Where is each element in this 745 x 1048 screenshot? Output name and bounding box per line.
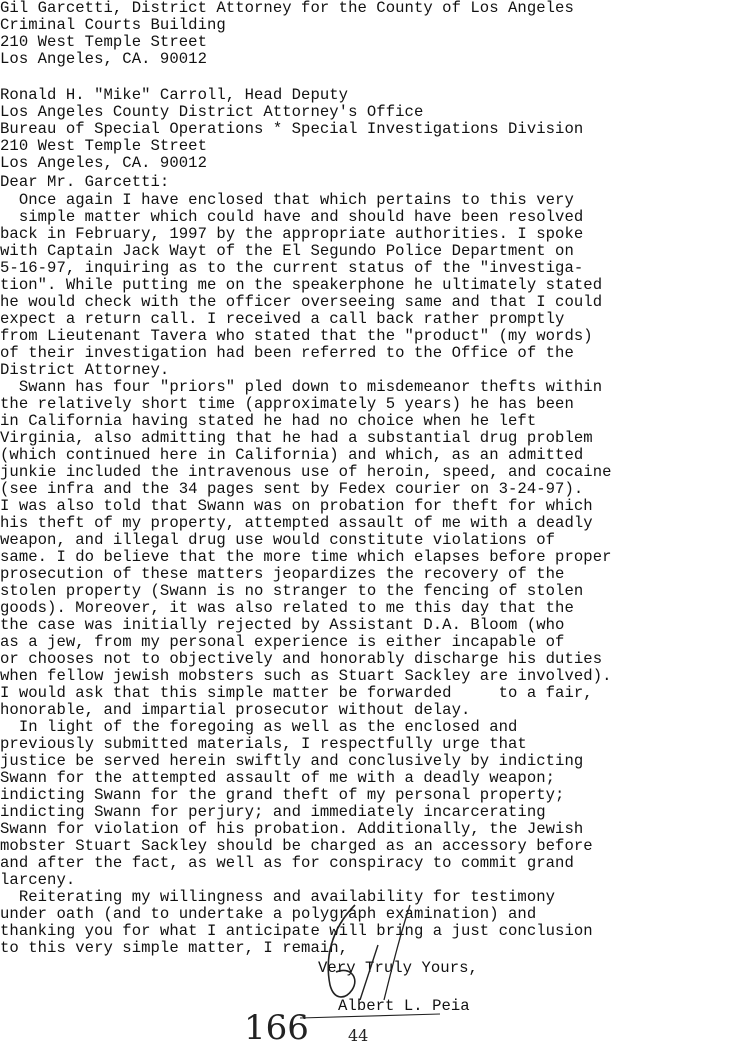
body-line: his theft of my property, attempted assault of me with a deadly	[0, 514, 593, 532]
body-line: thanking you for what I anticipate will bring a just conclusion	[0, 922, 593, 940]
body-line: larceny.	[0, 871, 76, 889]
body-line: under oath (and to undertake a polygraph examination) and	[0, 905, 537, 923]
cc-line: Bureau of Special Operations * Special Investigations Division	[0, 120, 584, 138]
addressee-line: Los Angeles, CA. 90012	[0, 50, 207, 68]
body-line: weapon, and illegal drug use would constitute violations of	[0, 531, 556, 549]
body-line: and after the fact, as well as for conspiracy to commit grand	[0, 854, 574, 872]
signer-name: Albert L. Peia	[338, 997, 470, 1015]
cc-line: 210 West Temple Street	[0, 137, 207, 155]
body-line: (see infra and the 34 pages sent by Fedex courier on 3-24-97).	[0, 480, 584, 498]
body-line: indicting Swann for perjury; and immediately incarcerating	[0, 803, 546, 821]
body-line: junkie included the intravenous use of heroin, speed, and cocaine	[0, 463, 612, 481]
body-line: Swann for the attempted assault of me with a deadly weapon;	[0, 769, 556, 787]
addressee-line: Criminal Courts Building	[0, 16, 226, 34]
addressee-line: Gil Garcetti, District Attorney for the County of Los Angeles	[0, 0, 574, 17]
body-line: goods). Moreover, it was also related to me this day that the	[0, 599, 574, 617]
body-line: stolen property (Swann is no stranger to the fencing of stolen	[0, 582, 584, 600]
body-line: 5-16-97, inquiring as to the current status of the "investiga-	[0, 259, 584, 277]
handwritten-note: 44	[348, 1026, 369, 1045]
body-line: back in February, 1997 by the appropriate authorities. I spoke	[0, 225, 584, 243]
body-line: as a jew, from my personal experience is either incapable of	[0, 633, 565, 651]
body-line: Swann has four "priors" pled down to misdemeanor thefts within	[0, 378, 603, 396]
body-line: tion". While putting me on the speakerphone he ultimately stated	[0, 276, 603, 294]
cc-line: Ronald H. "Mike" Carroll, Head Deputy	[0, 86, 349, 104]
body-line: when fellow jewish mobsters such as Stuart Sackley are involved).	[0, 667, 612, 685]
body-line: justice be served herein swiftly and conclusively by indicting	[0, 752, 584, 770]
body-line: or chooses not to objectively and honorably discharge his duties	[0, 650, 603, 668]
body-line: to this very simple matter, I remain,	[0, 939, 349, 957]
body-line: Virginia, also admitting that he had a substantial drug problem	[0, 429, 593, 447]
handwritten-page-number: 166	[244, 1008, 309, 1048]
body-line: with Captain Jack Wayt of the El Segundo Police Department on	[0, 242, 574, 260]
body-line: Once again I have enclosed that which pertains to this very	[0, 191, 574, 209]
body-line: mobster Stuart Sackley should be charged as an accessory before	[0, 837, 593, 855]
body-line: (which continued here in California) and which, as an admitted	[0, 446, 584, 464]
body-line: the case was initially rejected by Assistant D.A. Bloom (who	[0, 616, 565, 634]
body-line: District Attorney.	[0, 361, 170, 379]
cc-line: Los Angeles County District Attorney's Office	[0, 103, 424, 121]
addressee-line: 210 West Temple Street	[0, 33, 207, 51]
body-line: in California having stated he had no choice when he left	[0, 412, 537, 430]
body-line: I was also told that Swann was on probation for theft for which	[0, 497, 593, 515]
body-line: honorable, and impartial prosecutor without delay.	[0, 701, 471, 719]
body-line: Reiterating my willingness and availability for testimony	[0, 888, 556, 906]
body-line: I would ask that this simple matter be forwarded to a fair,	[0, 684, 593, 702]
body-line: simple matter which could have and should have been resolved	[0, 208, 584, 226]
cc-line: Los Angeles, CA. 90012	[0, 154, 207, 172]
closing: Very Truly Yours,	[318, 959, 478, 977]
body-line: of their investigation had been referred to the Office of the	[0, 344, 574, 362]
body-line: indicting Swann for the grand theft of my personal property;	[0, 786, 565, 804]
body-line: he would check with the officer overseeing same and that I could	[0, 293, 603, 311]
body-line: In light of the foregoing as well as the enclosed and	[0, 718, 518, 736]
body-line: Swann for violation of his probation. Additionally, the Jewish	[0, 820, 584, 838]
body-line: from Lieutenant Tavera who stated that the "product" (my words)	[0, 327, 593, 345]
body-line: previously submitted materials, I respectfully urge that	[0, 735, 527, 753]
salutation: Dear Mr. Garcetti:	[0, 173, 170, 191]
body-line: prosecution of these matters jeopardizes the recovery of the	[0, 565, 565, 583]
body-line: expect a return call. I received a call back rather promptly	[0, 310, 565, 328]
body-line: same. I do believe that the more time which elapses before proper	[0, 548, 612, 566]
body-line: the relatively short time (approximately 5 years) he has been	[0, 395, 574, 413]
